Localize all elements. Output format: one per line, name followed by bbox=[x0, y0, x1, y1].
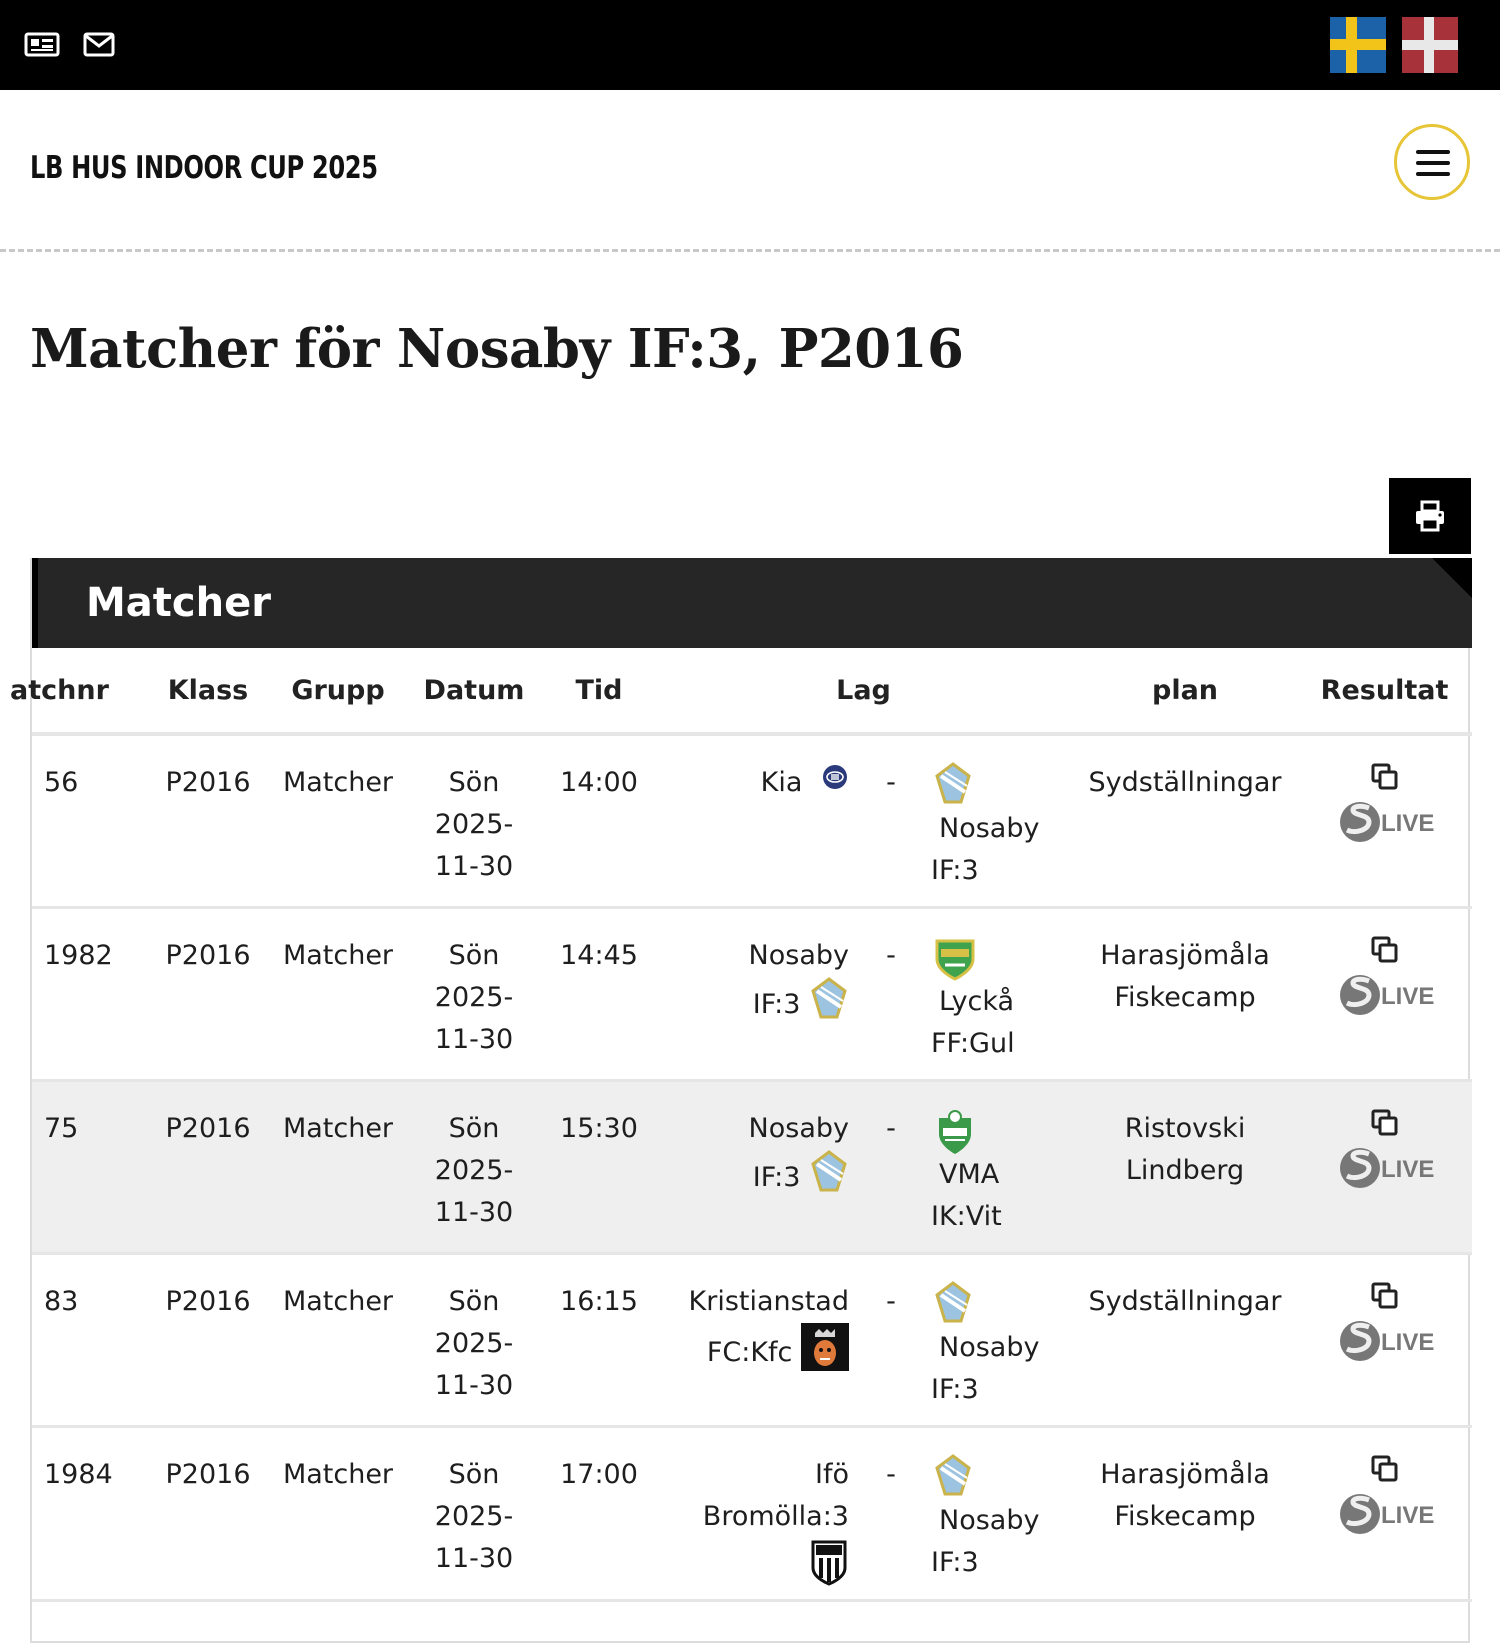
match-date-monthday: 11-30 bbox=[434, 1542, 514, 1574]
matches-card-header bbox=[32, 558, 1472, 648]
match-class: P2016 bbox=[144, 1080, 272, 1253]
svg-text:LIVE: LIVE bbox=[1380, 1501, 1434, 1529]
nosaby-crest-icon bbox=[933, 1281, 973, 1325]
field-name-line2: Fiskecamp bbox=[1114, 981, 1256, 1013]
team-separator: - bbox=[859, 907, 923, 1080]
home-team[interactable] bbox=[654, 734, 859, 907]
match-group[interactable]: Matcher bbox=[272, 1426, 404, 1600]
home-team-name-line2: IF:3 bbox=[752, 1161, 801, 1193]
table-row[interactable] bbox=[32, 1080, 1472, 1253]
col-header-resultat[interactable]: Resultat bbox=[1297, 648, 1472, 734]
match-date-year: 2025- bbox=[434, 1154, 514, 1186]
col-header-lag[interactable]: Lag bbox=[654, 648, 1073, 734]
table-header-row bbox=[32, 648, 1472, 734]
match-result[interactable] bbox=[1297, 1426, 1472, 1600]
section-title: Matcher bbox=[86, 580, 271, 626]
col-header-klass[interactable]: Klass bbox=[144, 648, 272, 734]
home-team-name: Nosaby bbox=[748, 939, 849, 971]
match-number[interactable]: 1984 bbox=[32, 1426, 144, 1600]
match-date-monthday: 11-30 bbox=[434, 1369, 514, 1401]
svg-text:LIVE: LIVE bbox=[1380, 810, 1434, 837]
home-team-name-line2: FC:Kfc bbox=[706, 1336, 793, 1368]
table-row[interactable] bbox=[32, 1426, 1472, 1600]
col-header-plan[interactable]: plan bbox=[1073, 648, 1297, 734]
away-team-name-line2: IF:3 bbox=[931, 1373, 979, 1405]
match-date-monthday: 11-30 bbox=[434, 851, 514, 882]
live-stream-icon[interactable] bbox=[1339, 800, 1434, 844]
match-time: 15:30 bbox=[544, 1080, 654, 1253]
match-result[interactable] bbox=[1297, 734, 1472, 907]
away-team-name: Nosaby bbox=[939, 1331, 1040, 1363]
match-date-monthday: 11-30 bbox=[434, 1196, 514, 1228]
svg-text:LIVE: LIVE bbox=[1380, 1155, 1434, 1183]
field-name-line1: Harasjömåla bbox=[1100, 939, 1270, 971]
envelope-icon[interactable] bbox=[82, 28, 118, 60]
away-team[interactable] bbox=[923, 1426, 1073, 1600]
away-team[interactable] bbox=[923, 1080, 1073, 1253]
away-team[interactable] bbox=[923, 734, 1073, 907]
match-time: 16:15 bbox=[544, 1253, 654, 1426]
kristianstad-fc-crest-icon bbox=[801, 1323, 849, 1371]
team-separator: - bbox=[859, 1080, 923, 1253]
col-header-datum[interactable]: Datum bbox=[404, 648, 544, 734]
match-field[interactable] bbox=[1073, 1426, 1297, 1600]
vma-crest-icon bbox=[933, 1108, 977, 1156]
live-stream-icon[interactable] bbox=[1339, 1319, 1434, 1363]
ifo-bromolla-crest-icon bbox=[809, 1538, 849, 1586]
match-group[interactable]: Matcher bbox=[272, 1080, 404, 1253]
match-result[interactable] bbox=[1297, 1080, 1472, 1253]
home-team-name: Kristianstad bbox=[688, 1285, 849, 1317]
team-separator: - bbox=[859, 1253, 923, 1426]
match-day: Sön bbox=[448, 767, 500, 798]
match-date-year: 2025- bbox=[434, 981, 514, 1013]
match-date-year: 2025- bbox=[434, 1327, 514, 1359]
match-date bbox=[404, 907, 544, 1080]
danish-flag-icon[interactable] bbox=[1402, 17, 1458, 73]
id-card-icon[interactable] bbox=[24, 28, 60, 60]
nosaby-crest-icon bbox=[809, 977, 849, 1021]
live-stream-icon[interactable] bbox=[1339, 973, 1434, 1017]
home-team[interactable] bbox=[654, 1080, 859, 1253]
svg-text:LIVE: LIVE bbox=[1380, 1328, 1434, 1356]
top-bar bbox=[0, 0, 1500, 90]
hamburger-menu-icon[interactable] bbox=[1394, 124, 1470, 200]
match-result[interactable] bbox=[1297, 907, 1472, 1080]
match-date bbox=[404, 1426, 544, 1600]
away-team[interactable] bbox=[923, 907, 1073, 1080]
table-row[interactable] bbox=[32, 1253, 1472, 1426]
match-date bbox=[404, 1080, 544, 1253]
copy-result-icon[interactable] bbox=[1370, 1454, 1400, 1484]
nosaby-crest-icon bbox=[933, 762, 973, 806]
nosaby-crest-icon bbox=[809, 1150, 849, 1194]
match-number[interactable]: 1982 bbox=[32, 907, 144, 1080]
match-class: P2016 bbox=[144, 1426, 272, 1600]
match-group[interactable]: Matcher bbox=[272, 734, 404, 907]
away-team-name: Lyckå bbox=[939, 985, 1015, 1017]
copy-result-icon[interactable] bbox=[1370, 1108, 1400, 1138]
match-field[interactable] bbox=[1073, 907, 1297, 1080]
nosaby-crest-icon bbox=[933, 1454, 973, 1498]
away-team-name: Nosaby bbox=[939, 813, 1040, 844]
field-name-line1: Ristovski bbox=[1124, 1112, 1246, 1144]
home-team[interactable] bbox=[654, 907, 859, 1080]
matches-card bbox=[10, 558, 1470, 1643]
site-title[interactable]: LB HUS INDOOR CUP 2025 bbox=[30, 150, 378, 186]
svg-text:LIVE: LIVE bbox=[1380, 982, 1434, 1010]
kia-logo-icon bbox=[821, 763, 849, 791]
field-name-line1: Sydställningar bbox=[1088, 1285, 1282, 1317]
away-team-name: VMA bbox=[939, 1158, 1000, 1190]
print-button[interactable] bbox=[1389, 478, 1471, 554]
copy-result-icon[interactable] bbox=[1370, 935, 1400, 965]
match-result[interactable] bbox=[1297, 1253, 1472, 1426]
home-team-name: Kia bbox=[760, 767, 803, 798]
field-name-line2: Fiskecamp bbox=[1114, 1500, 1256, 1532]
away-team-name-line2: FF:Gul bbox=[931, 1027, 1015, 1059]
away-team-name-line2: IF:3 bbox=[931, 855, 979, 886]
match-number[interactable]: 75 bbox=[32, 1080, 144, 1253]
field-name-line1: Harasjömåla bbox=[1100, 1458, 1270, 1490]
match-date-monthday: 11-30 bbox=[434, 1023, 514, 1055]
match-day: Sön bbox=[448, 1458, 500, 1490]
match-date-year: 2025- bbox=[434, 1500, 514, 1532]
match-class: P2016 bbox=[144, 907, 272, 1080]
copy-result-icon[interactable] bbox=[1370, 1281, 1400, 1311]
match-day: Sön bbox=[448, 1285, 500, 1317]
match-group[interactable]: Matcher bbox=[272, 1253, 404, 1426]
home-team-name-line2: Bromölla:3 bbox=[702, 1500, 849, 1532]
home-team-name-line2: IF:3 bbox=[752, 988, 801, 1020]
away-team-name-line2: IF:3 bbox=[931, 1546, 979, 1578]
match-group[interactable]: Matcher bbox=[272, 907, 404, 1080]
col-header-matchnr[interactable]: atchnr bbox=[32, 648, 144, 734]
match-number[interactable]: 56 bbox=[32, 734, 144, 907]
match-time: 14:00 bbox=[544, 734, 654, 907]
home-team-name: Nosaby bbox=[748, 1112, 849, 1144]
team-separator: - bbox=[859, 1426, 923, 1600]
matches-table bbox=[10, 648, 1472, 1602]
away-team-name-line2: IK:Vit bbox=[931, 1200, 1002, 1232]
table-row[interactable] bbox=[32, 907, 1472, 1080]
table-row[interactable] bbox=[32, 734, 1472, 907]
swedish-flag-icon[interactable] bbox=[1330, 17, 1386, 73]
field-name-line1: Sydställningar bbox=[1088, 767, 1282, 798]
match-day: Sön bbox=[448, 939, 500, 971]
copy-result-icon[interactable] bbox=[1370, 762, 1400, 792]
match-time: 17:00 bbox=[544, 1426, 654, 1600]
match-date bbox=[404, 1253, 544, 1426]
match-date bbox=[404, 734, 544, 907]
home-team-name: Ifö bbox=[815, 1458, 849, 1490]
print-icon bbox=[1413, 499, 1447, 533]
match-field[interactable] bbox=[1073, 734, 1297, 907]
match-class: P2016 bbox=[144, 734, 272, 907]
match-field[interactable] bbox=[1073, 1253, 1297, 1426]
match-day: Sön bbox=[448, 1112, 500, 1144]
match-class: P2016 bbox=[144, 1253, 272, 1426]
page-title: Matcher för Nosaby IF:3, P2016 bbox=[30, 318, 964, 380]
match-number[interactable]: 83 bbox=[32, 1253, 144, 1426]
lycka-crest-icon bbox=[933, 935, 977, 981]
match-date-year: 2025- bbox=[434, 809, 514, 840]
live-stream-icon[interactable] bbox=[1339, 1492, 1434, 1536]
match-field[interactable] bbox=[1073, 1080, 1297, 1253]
col-header-grupp[interactable]: Grupp bbox=[272, 648, 404, 734]
col-header-tid[interactable]: Tid bbox=[544, 648, 654, 734]
away-team-name: Nosaby bbox=[939, 1504, 1040, 1536]
site-header bbox=[0, 90, 1500, 252]
away-team[interactable] bbox=[923, 1253, 1073, 1426]
field-name-line2: Lindberg bbox=[1125, 1154, 1245, 1186]
home-team[interactable] bbox=[654, 1426, 859, 1600]
match-time: 14:45 bbox=[544, 907, 654, 1080]
live-stream-icon[interactable] bbox=[1339, 1146, 1434, 1190]
home-team[interactable] bbox=[654, 1253, 859, 1426]
team-separator: - bbox=[859, 734, 923, 907]
